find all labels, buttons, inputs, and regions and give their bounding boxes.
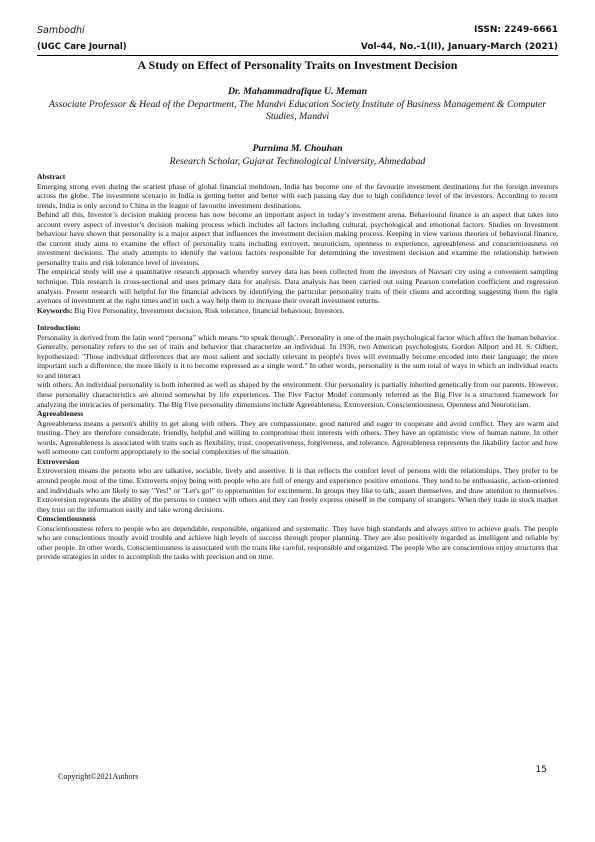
author-2 <box>37 143 558 168</box>
section-text-conscientiousness: Conscientiousness refers to people who are dependable, responsible, organized and systematic. They have high standards and always strive to achieve goals. The people who are conscientious mostly avoid trouble and achieve high levels of success through proper planning. They are also positively regarded as intelligent and reliable by other people. In other words, Conscientiousness is associated with the traits like careful, responsible and organized. The people who are conscientious enjoy structures that provide strategies in order to accomplish the tasks with precision and on time. <box>37 523 558 562</box>
volume-info: Vol-44, No.-1(II), January-March (2021) <box>360 42 558 52</box>
introduction-heading: Introduction: <box>37 323 81 333</box>
author-affiliation: Associate Professor & Head of the Department, The Mandvi Education Society Institute of Business Management & Computer Studies, Mandvi <box>48 98 547 122</box>
section-heading-agreeableness: Agreeableness <box>37 409 84 419</box>
paper-title: A Study on Effect of Personality Traits on Investment Decision <box>137 58 458 72</box>
issn: ISSN: 2249-6661 <box>473 25 558 35</box>
keywords-label: Keywords: <box>37 305 73 315</box>
page-number: 15 <box>535 765 547 775</box>
section-heading-extroversion: Extroversion <box>37 456 80 466</box>
paper-body <box>37 172 558 562</box>
copyright-notice: Copyright©2021Authors <box>58 772 139 781</box>
abstract-paragraph: Behind all this, Investor’s decision making process has now become an important aspect in today’s investment arena. Behavioural finance is an aspect that takes into account every aspect of investor’s decision making process which includes all factors including cultural, psychological and emotional factors. Studies on Investment behaviour have shown that personality is a major aspect that influences the investment decision making process. Keeping in view various theories of behavioral finance, the current study aims to examine the effect of personality traits including extrovert, neuroticism, openness to experience, agreeableness and conscientiousness on investment decisions. The study attempts to identify the various factors responsible for determining the investment decision and examine the relationship between personality traits and risk tolerance level of investors. <box>37 210 558 267</box>
introduction-paragraph: with others. An individual personality is both inherited as well as shaped by the environment. Our personality is partially inherited genetically from our parents. However, these personality characteristics are altered somewhat by life experiences. The Five Factor Model commonly referred as the Big Five is a structured framework for analyzing the intricacies of personality. The Big Five personality dimensions include Agreeableness, Extroversion, Conscientiousness, Openness and Neuroticism. <box>37 380 558 409</box>
keywords-text: Big Five Personality, Investment decision, Risk tolerance, financial behaviour, Investors. <box>72 305 345 315</box>
introduction-paragraph: Personality is derived from the latin word “persona” which means “to speak through’. Personality is one of the main psychological factor which affect the human behavior. Generally, personality refers to the set of traits and behavior that characterize an individual. In 1936, two American psychologists, Gordon Allport and H. S. Odbert, hypothesized: "Those individual differences that are most salient and socially relevant in people's lives will eventually become encoded into their language; the more important such a difference, the more likely is it to become expressed as a single word." In other words, personality is the sum total of ways in which an individual reacts to and interact <box>37 332 558 380</box>
section-heading-conscientiousness: Conscientiousness <box>37 514 96 524</box>
keywords <box>37 306 558 316</box>
author-affiliation: Research Scholar, Gujarat Technological University, Ahmedabad <box>169 155 426 167</box>
ugc-label: (UGC Care Journal) <box>37 42 127 52</box>
journal-name: Sambodhi <box>37 25 85 36</box>
abstract-paragraph: The empirical study will use a quantitative research approach whereby survey data has been collected from the investors of Navsari city using a convenient sampling technique. This research is cross-sectional and uses primary data for analysis. Data analysis has been carried out using Pearson correlation coefficient and regression analysis. Present research will helpful for the financial advisors by identifying the particular personality traits of their clients and according suggesting them the right avenues of investment at the right times and in such a way help them to increase their overall investment returns. <box>37 267 558 306</box>
author-name: Purnima M. Chouhan <box>252 143 343 154</box>
journal-header-right <box>361 22 558 56</box>
abstract-paragraph: Emerging strong even during the scariest phase of global financial meltdown, India has become one of the favourite investment destinations for the foreign investors across the globe. The investment scenario in India is getting better and better with each passing day due to high confidence level of the investors. According to recent trends, India is only second to China in the league of favourite investment destinations. <box>37 181 558 210</box>
author-1 <box>37 86 558 124</box>
section-text-extroversion: Extroversion means the persons who are talkative, sociable, lively and assertive. It is that reflects the comfort level of persons with the relationships. They prefer to be around people most of the time. Extroverts enjoy being with people who are full of energy and experience positive emotions. They tend to be enthusiastic, action-oriented and individuals who are likely to say "Yes!" or "Let's go!" to opportunities for excitement. In groups they like to talk, assert themselves, and draw attention to themselves. Extroversion represents the ability of the persons to connect with others and they can freely express oneself in the company of strangers. When they trade in stock market they trust on the information easily and take wrong decisions. <box>37 466 558 514</box>
abstract-heading: Abstract <box>37 172 66 181</box>
section-text-agreeableness: Agreeableness means a person's ability to get along with others. They are compassionate, good natured and eager to cooperate and avoid conflict. They are warm and trusting. They are therefore considerate, friendly, helpful and willing to compromise their interests with others. They have an optimistic view of human nature. In other words, Agreeableness is associated with traits such as flexibility, trust, cooperativeness, forgiveness, and tolerance. Agreeableness represents the likability factor and how well someone can conform appropriately to the social complexities of the situation. <box>37 418 558 457</box>
journal-header-left <box>37 22 127 56</box>
author-name: Dr. Mahammadrafique U. Meman <box>227 86 368 97</box>
header-rule <box>37 55 558 56</box>
